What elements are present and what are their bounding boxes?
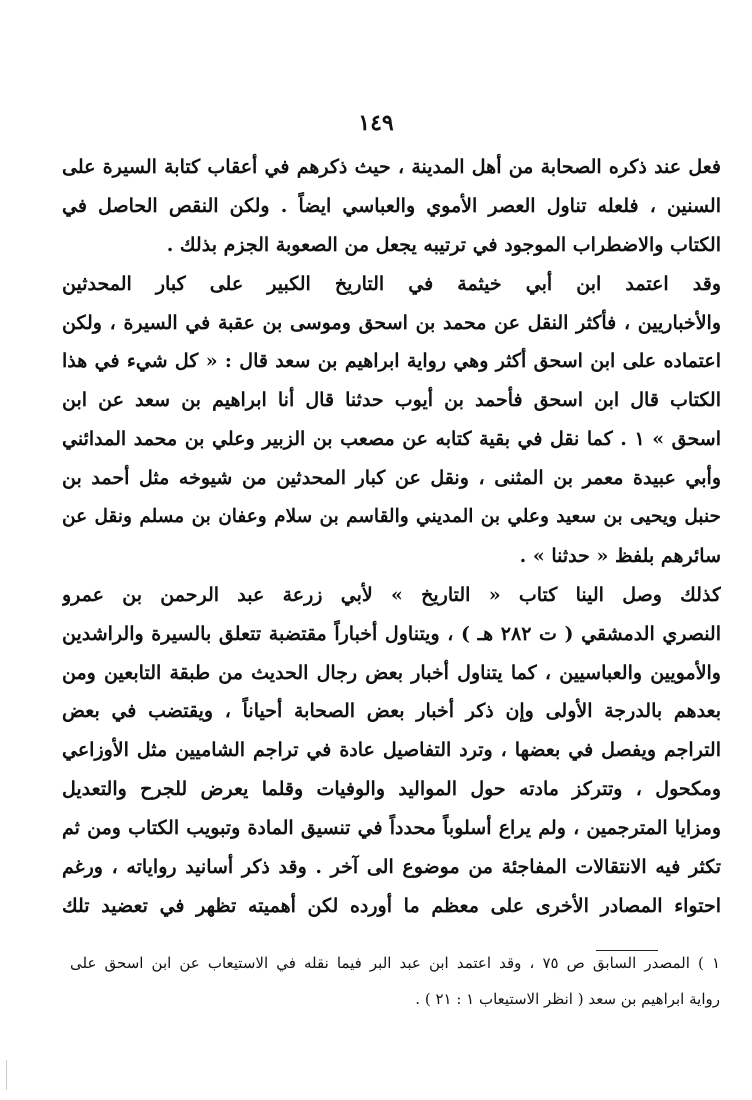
- footnote-line: ١ ) المصدر السابق ص ٧٥ ، وقد اعتمد ابن عبد البر فيما نقله في الاستيعاب عن ابن اسحق على: [70, 954, 720, 972]
- text-line: والأخباريين ، فأكثر النقل عن محمد بن اسحق وموسى بن عقبة في السيرة ، ولكن: [62, 311, 721, 334]
- page-number: ١٤٩: [358, 110, 394, 136]
- text-line: كذلك وصل الينا كتاب « التاريخ » لأبي زرعة عبد الرحمن بن عمرو: [62, 583, 721, 606]
- text-line: الكتاب قال ابن اسحق فأحمد بن أيوب حدثنا قال أنا ابراهيم بن سعد عن ابن: [62, 389, 721, 412]
- text-line: احتواء المصادر الأخرى على معظم ما أورده لكن أهميته تظهر في تعضيد تلك: [62, 894, 721, 917]
- text-line: الكتاب والاضطراب الموجود في ترتيبه يجعل من الصعوبة الجزم بذلك .: [166, 233, 721, 256]
- text-line: تكثر فيه الانتقالات المفاجئة من موضوع الى آخر . وقد ذكر أسانيد رواياته ، ورغم: [62, 856, 721, 879]
- text-line: اسحق » ١ . كما نقل في بقية كتابه عن مصعب بن الزبير وعلي بن محمد المدائني: [62, 428, 721, 451]
- text-line: فعل عند ذكره الصحابة من أهل المدينة ، حيث ذكرهم في أعقاب كتابة السيرة على: [62, 156, 721, 178]
- text-line: ومكحول ، وتتركز مادته حول المواليد والوفيات وقلما يعرض للجرح والتعديل: [62, 778, 721, 801]
- text-line: سائرهم بلفظ « حدثنا » .: [519, 544, 721, 567]
- text-line: حنبل ويحيى بن سعيد وعلي بن المديني والقاسم بن سلام وعفان بن مسلم ونقل عن: [62, 506, 721, 528]
- text-line: اعتماده على ابن اسحق أكثر وهي رواية ابراهيم بن سعد قال : « كل شيء في هذا: [62, 350, 721, 373]
- text-line: السنين ، فلعله تناول العصر الأموي والعباسي ايضاً . ولكن النقص الحاصل في: [62, 194, 721, 217]
- text-line: ومزايا المترجمين ، ولم يراع أسلوباً محدداً في تنسيق المادة وتبويب الكتاب ومن ثم: [62, 817, 721, 840]
- scan-margin-mark: [6, 1060, 7, 1090]
- footnote-line: رواية ابراهيم بن سعد ( انظر الاستيعاب ١ : ٢١ ) .: [415, 990, 720, 1008]
- text-line: التراجم ويفصل في بعضها ، وترد التفاصيل عادة في تراجم الشاميين مثل الأوزاعي: [62, 739, 721, 762]
- footnotes: [70, 945, 720, 1017]
- text-line: وقد اعتمد ابن أبي خيثمة في التاريخ الكبير على كبار المحدثين: [62, 272, 721, 295]
- text-line: وأبي عبيدة معمر بن المثنى ، ونقل عن كبار المحدثين من شيوخه مثل أحمد بن: [62, 467, 721, 490]
- text-line: بعدهم بالدرجة الأولى وإن ذكر أخبار بعض الصحابة أحياناً ، ويقتضب في بعض: [62, 700, 721, 723]
- text-line: النصري الدمشقي ( ت ٢٨٢ هـ ) ، ويتناول أخباراً مقتضبة تتعلق بالسيرة والراشدين: [62, 622, 721, 645]
- text-line: والأمويين والعباسيين ، كما يتناول أخبار بعض رجال الحديث من طبقة التابعين ومن: [62, 661, 721, 684]
- body-text: [62, 148, 721, 926]
